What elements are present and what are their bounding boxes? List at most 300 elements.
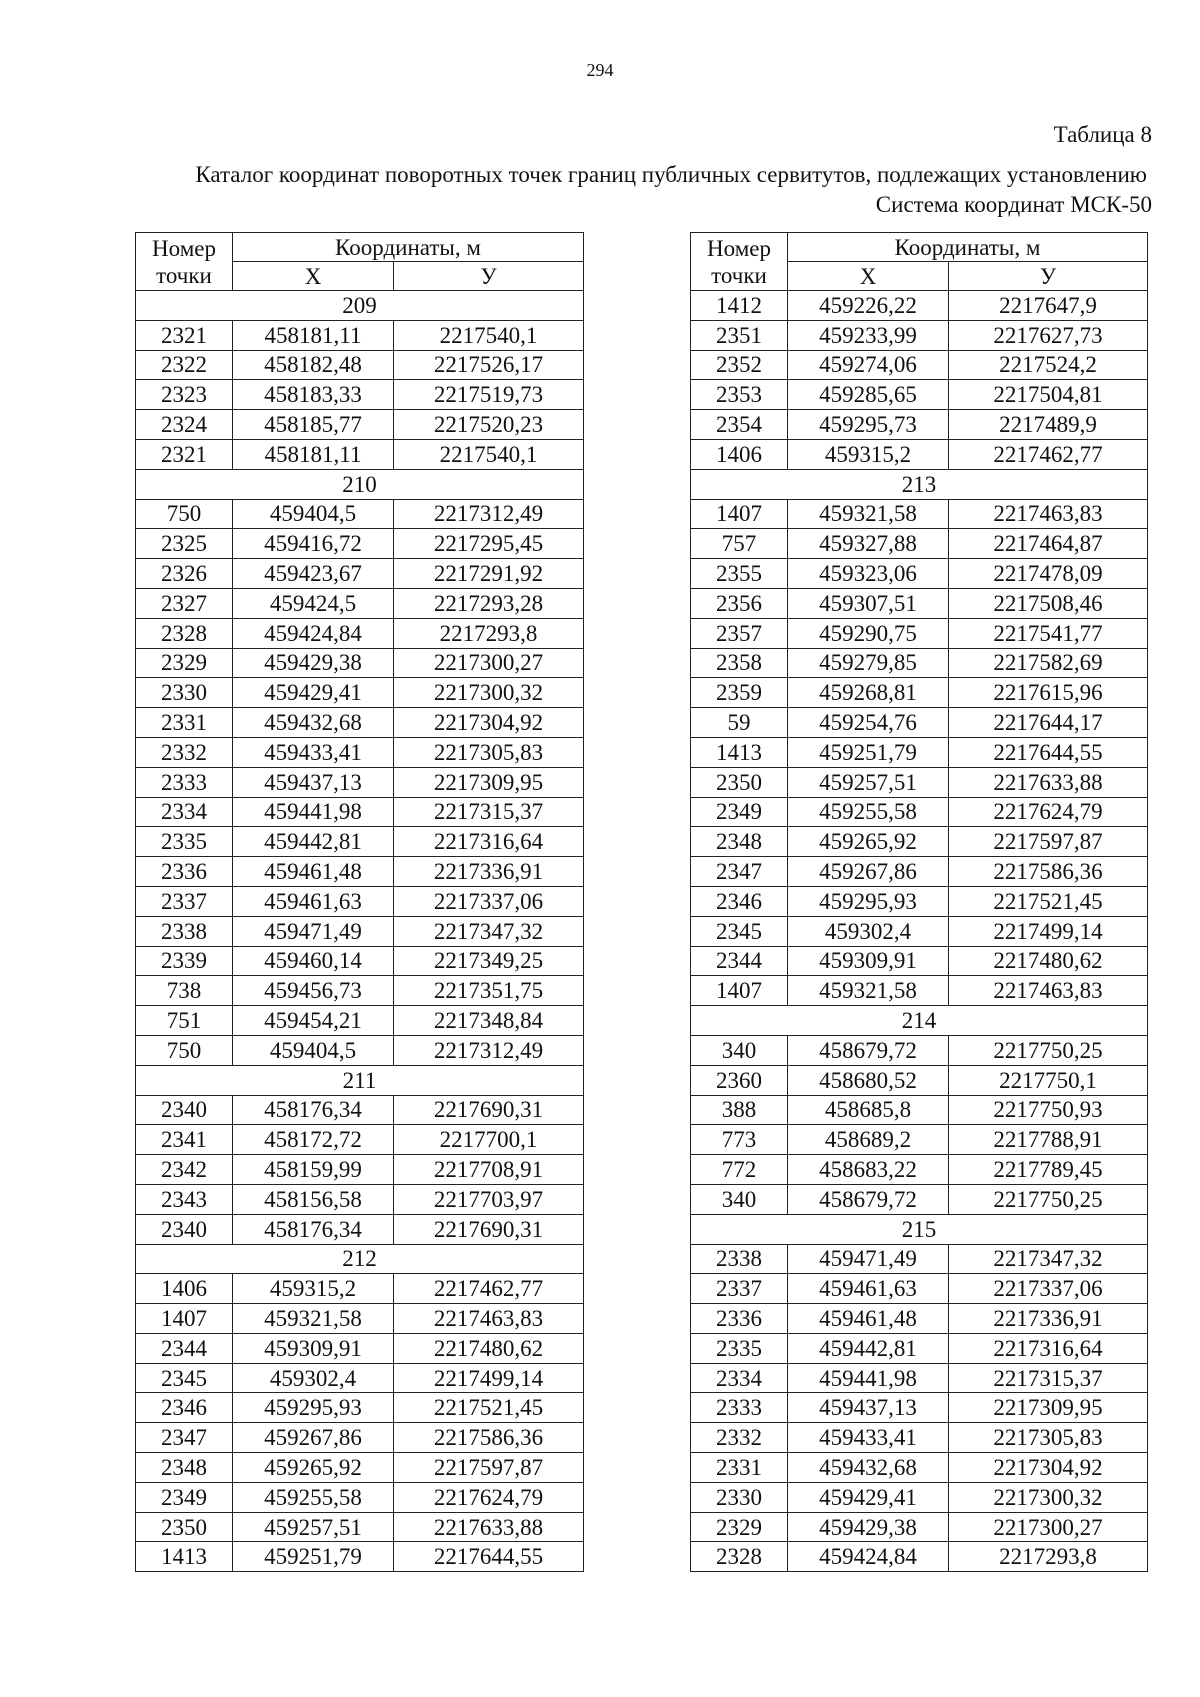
- point-number-cell: 2336: [136, 857, 233, 887]
- x-coordinate-cell: 459442,81: [233, 827, 394, 857]
- x-coordinate-cell: 459416,72: [233, 529, 394, 559]
- header-y: У: [394, 262, 584, 291]
- x-coordinate-cell: 459424,84: [233, 618, 394, 648]
- point-number-cell: 340: [691, 1035, 788, 1065]
- table-row: [136, 1542, 584, 1572]
- table-row: [691, 767, 1148, 797]
- table-row: [136, 410, 584, 440]
- point-number-cell: 2349: [691, 797, 788, 827]
- point-number-cell: 751: [136, 1006, 233, 1036]
- x-coordinate-cell: 459433,41: [788, 1423, 949, 1453]
- x-coordinate-cell: 458680,52: [788, 1065, 949, 1095]
- y-coordinate-cell: 2217347,32: [949, 1244, 1148, 1274]
- y-coordinate-cell: 2217336,91: [949, 1304, 1148, 1334]
- point-number-cell: 2346: [691, 886, 788, 916]
- point-number-cell: 2326: [136, 559, 233, 589]
- x-coordinate-cell: 459321,58: [788, 499, 949, 529]
- x-coordinate-cell: 459267,86: [788, 857, 949, 887]
- y-coordinate-cell: 2217627,73: [949, 320, 1148, 350]
- y-coordinate-cell: 2217521,45: [394, 1393, 584, 1423]
- y-coordinate-cell: 2217305,83: [949, 1423, 1148, 1453]
- x-coordinate-cell: 459460,14: [233, 946, 394, 976]
- y-coordinate-cell: 2217624,79: [949, 797, 1148, 827]
- point-number-cell: 2357: [691, 618, 788, 648]
- table-row: [691, 648, 1148, 678]
- point-number-cell: 2346: [136, 1393, 233, 1423]
- x-coordinate-cell: 458683,22: [788, 1155, 949, 1185]
- x-coordinate-cell: 459404,5: [233, 499, 394, 529]
- point-number-cell: 2325: [136, 529, 233, 559]
- group-number: 213: [691, 469, 1148, 499]
- point-number-cell: 388: [691, 1095, 788, 1125]
- x-coordinate-cell: 459307,51: [788, 588, 949, 618]
- y-coordinate-cell: 2217462,77: [949, 439, 1148, 469]
- table-row: [136, 1125, 584, 1155]
- point-number-cell: 2351: [691, 320, 788, 350]
- table-row: [691, 1244, 1148, 1274]
- group-number: 211: [136, 1065, 584, 1095]
- x-coordinate-cell: 458176,34: [233, 1214, 394, 1244]
- x-coordinate-cell: 459437,13: [233, 767, 394, 797]
- table-row: [136, 767, 584, 797]
- x-coordinate-cell: 459267,86: [233, 1423, 394, 1453]
- point-number-cell: 2333: [136, 767, 233, 797]
- point-number-cell: 2332: [136, 737, 233, 767]
- y-coordinate-cell: 2217644,55: [394, 1542, 584, 1572]
- y-coordinate-cell: 2217351,75: [394, 976, 584, 1006]
- point-number-cell: 2355: [691, 559, 788, 589]
- point-number-cell: 1412: [691, 291, 788, 321]
- point-number-cell: 1406: [691, 439, 788, 469]
- x-coordinate-cell: 459251,79: [233, 1542, 394, 1572]
- x-coordinate-cell: 459233,99: [788, 320, 949, 350]
- table-row: [136, 439, 584, 469]
- header-coordinates: Координаты, м: [233, 233, 584, 262]
- y-coordinate-cell: 2217309,95: [394, 767, 584, 797]
- x-coordinate-cell: 459461,48: [233, 857, 394, 887]
- table-row: [691, 1155, 1148, 1185]
- table-row: [691, 410, 1148, 440]
- table-row: [691, 1184, 1148, 1214]
- x-coordinate-cell: 458679,72: [788, 1035, 949, 1065]
- y-coordinate-cell: 2217597,87: [949, 827, 1148, 857]
- x-coordinate-cell: 459454,21: [233, 1006, 394, 1036]
- y-coordinate-cell: 2217586,36: [949, 857, 1148, 887]
- point-number-cell: 2348: [691, 827, 788, 857]
- x-coordinate-cell: 458182,48: [233, 350, 394, 380]
- point-number-cell: 2338: [691, 1244, 788, 1274]
- table-row: [136, 827, 584, 857]
- y-coordinate-cell: 2217789,45: [949, 1155, 1148, 1185]
- x-coordinate-cell: 459279,85: [788, 648, 949, 678]
- header-point-number: [691, 233, 788, 291]
- point-number-cell: 750: [136, 499, 233, 529]
- x-coordinate-cell: 458181,11: [233, 320, 394, 350]
- point-number-cell: 2331: [136, 708, 233, 738]
- y-coordinate-cell: 2217316,64: [394, 827, 584, 857]
- x-coordinate-cell: 459226,22: [788, 291, 949, 321]
- x-coordinate-cell: 458156,58: [233, 1184, 394, 1214]
- group-row: [691, 469, 1148, 499]
- y-coordinate-cell: 2217750,1: [949, 1065, 1148, 1095]
- y-coordinate-cell: 2217750,93: [949, 1095, 1148, 1125]
- x-coordinate-cell: 459433,41: [233, 737, 394, 767]
- y-coordinate-cell: 2217315,37: [394, 797, 584, 827]
- table-row: [136, 1006, 584, 1036]
- coordinates-table-left: [135, 232, 584, 1572]
- x-coordinate-cell: 459309,91: [233, 1333, 394, 1363]
- point-number-cell: 2353: [691, 380, 788, 410]
- point-number-cell: 2336: [691, 1304, 788, 1334]
- table-row: [691, 499, 1148, 529]
- table-row: [691, 946, 1148, 976]
- x-coordinate-cell: 459456,73: [233, 976, 394, 1006]
- x-coordinate-cell: 458172,72: [233, 1125, 394, 1155]
- x-coordinate-cell: 458183,33: [233, 380, 394, 410]
- point-number-cell: 2322: [136, 350, 233, 380]
- table-row: [691, 350, 1148, 380]
- table-row: [691, 1542, 1148, 1572]
- table-row: [691, 976, 1148, 1006]
- point-number-cell: 773: [691, 1125, 788, 1155]
- y-coordinate-cell: 2217644,17: [949, 708, 1148, 738]
- y-coordinate-cell: 2217788,91: [949, 1125, 1148, 1155]
- table-row: [691, 1363, 1148, 1393]
- x-coordinate-cell: 459471,49: [788, 1244, 949, 1274]
- table-row: [691, 1512, 1148, 1542]
- y-coordinate-cell: 2217464,87: [949, 529, 1148, 559]
- point-number-cell: 2340: [136, 1095, 233, 1125]
- table-row: [136, 916, 584, 946]
- x-coordinate-cell: 459274,06: [788, 350, 949, 380]
- y-coordinate-cell: 2217480,62: [394, 1333, 584, 1363]
- table-row: [691, 1423, 1148, 1453]
- point-number-cell: 340: [691, 1184, 788, 1214]
- table-row: [691, 1393, 1148, 1423]
- point-number-cell: 2358: [691, 648, 788, 678]
- point-number-cell: 2352: [691, 350, 788, 380]
- group-row: [136, 469, 584, 499]
- x-coordinate-cell: 459290,75: [788, 618, 949, 648]
- table-row: [136, 708, 584, 738]
- table-row: [136, 618, 584, 648]
- table-row: [691, 1274, 1148, 1304]
- x-coordinate-cell: 458689,2: [788, 1125, 949, 1155]
- table-row: [691, 857, 1148, 887]
- y-coordinate-cell: 2217300,32: [394, 678, 584, 708]
- x-coordinate-cell: 459321,58: [233, 1304, 394, 1334]
- point-number-cell: 2343: [136, 1184, 233, 1214]
- y-coordinate-cell: 2217519,73: [394, 380, 584, 410]
- point-number-cell: 2356: [691, 588, 788, 618]
- table-row: [691, 708, 1148, 738]
- group-number: 210: [136, 469, 584, 499]
- y-coordinate-cell: 2217624,79: [394, 1482, 584, 1512]
- x-coordinate-cell: 459257,51: [788, 767, 949, 797]
- point-number-cell: 2327: [136, 588, 233, 618]
- table-row: [691, 618, 1148, 648]
- y-coordinate-cell: 2217305,83: [394, 737, 584, 767]
- y-coordinate-cell: 2217312,49: [394, 499, 584, 529]
- table-row: [691, 291, 1148, 321]
- x-coordinate-cell: 459321,58: [788, 976, 949, 1006]
- group-row: [691, 1214, 1148, 1244]
- table-row: [136, 797, 584, 827]
- point-number-cell: 2337: [136, 886, 233, 916]
- point-number-cell: 1413: [136, 1542, 233, 1572]
- point-number-cell: 2337: [691, 1274, 788, 1304]
- table-row: [136, 1333, 584, 1363]
- y-coordinate-cell: 2217508,46: [949, 588, 1148, 618]
- x-coordinate-cell: 459461,63: [788, 1274, 949, 1304]
- x-coordinate-cell: 458185,77: [233, 410, 394, 440]
- x-coordinate-cell: 459254,76: [788, 708, 949, 738]
- point-number-cell: 2354: [691, 410, 788, 440]
- header-point-number-line1: Номер: [152, 235, 216, 261]
- y-coordinate-cell: 2217337,06: [949, 1274, 1148, 1304]
- x-coordinate-cell: 459295,93: [788, 886, 949, 916]
- x-coordinate-cell: 459429,38: [233, 648, 394, 678]
- y-coordinate-cell: 2217615,96: [949, 678, 1148, 708]
- y-coordinate-cell: 2217499,14: [949, 916, 1148, 946]
- point-number-cell: 2345: [136, 1363, 233, 1393]
- point-number-cell: 2329: [691, 1512, 788, 1542]
- table-row: [136, 1095, 584, 1125]
- y-coordinate-cell: 2217478,09: [949, 559, 1148, 589]
- point-number-cell: 1407: [691, 499, 788, 529]
- y-coordinate-cell: 2217304,92: [949, 1453, 1148, 1483]
- header-x: X: [233, 262, 394, 291]
- table-row: [136, 1363, 584, 1393]
- table-row: [691, 1125, 1148, 1155]
- y-coordinate-cell: 2217690,31: [394, 1214, 584, 1244]
- x-coordinate-cell: 459285,65: [788, 380, 949, 410]
- table-row: [691, 797, 1148, 827]
- x-coordinate-cell: 459315,2: [233, 1274, 394, 1304]
- x-coordinate-cell: 459404,5: [233, 1035, 394, 1065]
- point-number-cell: 2324: [136, 410, 233, 440]
- table-row: [691, 380, 1148, 410]
- y-coordinate-cell: 2217349,25: [394, 946, 584, 976]
- table-row: [691, 529, 1148, 559]
- point-number-cell: 2348: [136, 1453, 233, 1483]
- x-coordinate-cell: 459441,98: [788, 1363, 949, 1393]
- group-row: [691, 1006, 1148, 1036]
- x-coordinate-cell: 458181,11: [233, 439, 394, 469]
- y-coordinate-cell: 2217347,32: [394, 916, 584, 946]
- x-coordinate-cell: 459424,84: [788, 1542, 949, 1572]
- x-coordinate-cell: 459268,81: [788, 678, 949, 708]
- table-row: [691, 559, 1148, 589]
- point-number-cell: 2331: [691, 1453, 788, 1483]
- y-coordinate-cell: 2217690,31: [394, 1095, 584, 1125]
- table-row: [136, 857, 584, 887]
- y-coordinate-cell: 2217540,1: [394, 320, 584, 350]
- y-coordinate-cell: 2217312,49: [394, 1035, 584, 1065]
- x-coordinate-cell: 459315,2: [788, 439, 949, 469]
- y-coordinate-cell: 2217524,2: [949, 350, 1148, 380]
- group-number: 214: [691, 1006, 1148, 1036]
- x-coordinate-cell: 459461,63: [233, 886, 394, 916]
- y-coordinate-cell: 2217293,8: [949, 1542, 1148, 1572]
- y-coordinate-cell: 2217293,8: [394, 618, 584, 648]
- x-coordinate-cell: 459432,68: [788, 1453, 949, 1483]
- table-row: [136, 1274, 584, 1304]
- point-number-cell: 2359: [691, 678, 788, 708]
- point-number-cell: 757: [691, 529, 788, 559]
- table-row: [691, 886, 1148, 916]
- y-coordinate-cell: 2217304,92: [394, 708, 584, 738]
- table-row: [136, 559, 584, 589]
- y-coordinate-cell: 2217293,28: [394, 588, 584, 618]
- y-coordinate-cell: 2217315,37: [949, 1363, 1148, 1393]
- y-coordinate-cell: 2217521,45: [949, 886, 1148, 916]
- x-coordinate-cell: 459437,13: [788, 1393, 949, 1423]
- group-number: 209: [136, 291, 584, 321]
- y-coordinate-cell: 2217499,14: [394, 1363, 584, 1393]
- table-row: [136, 1423, 584, 1453]
- point-number-cell: 2334: [691, 1363, 788, 1393]
- y-coordinate-cell: 2217526,17: [394, 350, 584, 380]
- x-coordinate-cell: 458176,34: [233, 1095, 394, 1125]
- table-row: [136, 1214, 584, 1244]
- table-row: [691, 439, 1148, 469]
- y-coordinate-cell: 2217300,32: [949, 1482, 1148, 1512]
- x-coordinate-cell: 459265,92: [788, 827, 949, 857]
- x-coordinate-cell: 458159,99: [233, 1155, 394, 1185]
- y-coordinate-cell: 2217463,83: [949, 976, 1148, 1006]
- table-row: [136, 320, 584, 350]
- table-row: [691, 1482, 1148, 1512]
- table-row: [691, 1304, 1148, 1334]
- header-coordinates: Координаты, м: [788, 233, 1148, 262]
- point-number-cell: 2330: [691, 1482, 788, 1512]
- point-number-cell: 2339: [136, 946, 233, 976]
- x-coordinate-cell: 459265,92: [233, 1453, 394, 1483]
- y-coordinate-cell: 2217504,81: [949, 380, 1148, 410]
- table-row: [136, 529, 584, 559]
- point-number-cell: 2349: [136, 1482, 233, 1512]
- y-coordinate-cell: 2217633,88: [949, 767, 1148, 797]
- y-coordinate-cell: 2217582,69: [949, 648, 1148, 678]
- x-coordinate-cell: 459423,67: [233, 559, 394, 589]
- y-coordinate-cell: 2217489,9: [949, 410, 1148, 440]
- header-point-number-line2: точки: [156, 262, 212, 288]
- table-row: [691, 678, 1148, 708]
- x-coordinate-cell: 459323,06: [788, 559, 949, 589]
- y-coordinate-cell: 2217597,87: [394, 1453, 584, 1483]
- point-number-cell: 1406: [136, 1274, 233, 1304]
- y-coordinate-cell: 2217520,23: [394, 410, 584, 440]
- table-body-left: [136, 291, 584, 1572]
- point-number-cell: 2329: [136, 648, 233, 678]
- x-coordinate-cell: 459471,49: [233, 916, 394, 946]
- x-coordinate-cell: 458685,8: [788, 1095, 949, 1125]
- y-coordinate-cell: 2217647,9: [949, 291, 1148, 321]
- table-row: [136, 380, 584, 410]
- header-point-number-line1: Номер: [707, 235, 771, 261]
- table-row: [691, 916, 1148, 946]
- x-coordinate-cell: 458679,72: [788, 1184, 949, 1214]
- y-coordinate-cell: 2217644,55: [949, 737, 1148, 767]
- table-row: [691, 320, 1148, 350]
- x-coordinate-cell: 459432,68: [233, 708, 394, 738]
- point-number-cell: 2345: [691, 916, 788, 946]
- y-coordinate-cell: 2217300,27: [394, 648, 584, 678]
- y-coordinate-cell: 2217295,45: [394, 529, 584, 559]
- point-number-cell: 2360: [691, 1065, 788, 1095]
- table-row: [136, 588, 584, 618]
- x-coordinate-cell: 459302,4: [788, 916, 949, 946]
- x-coordinate-cell: 459295,93: [233, 1393, 394, 1423]
- table-row: [691, 1333, 1148, 1363]
- header-point-number: [136, 233, 233, 291]
- x-coordinate-cell: 459461,48: [788, 1304, 949, 1334]
- point-number-cell: 1407: [691, 976, 788, 1006]
- x-coordinate-cell: 459429,38: [788, 1512, 949, 1542]
- point-number-cell: 2335: [136, 827, 233, 857]
- point-number-cell: 2347: [136, 1423, 233, 1453]
- y-coordinate-cell: 2217316,64: [949, 1333, 1148, 1363]
- table-row: [136, 1393, 584, 1423]
- table-row: [691, 1065, 1148, 1095]
- y-coordinate-cell: 2217700,1: [394, 1125, 584, 1155]
- group-row: [136, 1244, 584, 1274]
- point-number-cell: 2333: [691, 1393, 788, 1423]
- table-row: [136, 1453, 584, 1483]
- y-coordinate-cell: 2217309,95: [949, 1393, 1148, 1423]
- x-coordinate-cell: 459255,58: [788, 797, 949, 827]
- x-coordinate-cell: 459255,58: [233, 1482, 394, 1512]
- header-y: У: [949, 262, 1148, 291]
- y-coordinate-cell: 2217300,27: [949, 1512, 1148, 1542]
- table-label: Таблица 8: [1053, 122, 1152, 147]
- y-coordinate-cell: 2217337,06: [394, 886, 584, 916]
- point-number-cell: 59: [691, 708, 788, 738]
- coordinate-system-label: Система координат МСК-50: [875, 192, 1152, 217]
- group-number: 212: [136, 1244, 584, 1274]
- y-coordinate-cell: 2217750,25: [949, 1035, 1148, 1065]
- x-coordinate-cell: 459302,4: [233, 1363, 394, 1393]
- table-row: [691, 588, 1148, 618]
- point-number-cell: 2332: [691, 1423, 788, 1453]
- table-row: [691, 1453, 1148, 1483]
- point-number-cell: 2344: [136, 1333, 233, 1363]
- y-coordinate-cell: 2217633,88: [394, 1512, 584, 1542]
- table-row: [136, 976, 584, 1006]
- x-coordinate-cell: 459442,81: [788, 1333, 949, 1363]
- y-coordinate-cell: 2217463,83: [394, 1304, 584, 1334]
- table-row: [136, 886, 584, 916]
- point-number-cell: 2350: [136, 1512, 233, 1542]
- point-number-cell: 2350: [691, 767, 788, 797]
- y-coordinate-cell: 2217540,1: [394, 439, 584, 469]
- point-number-cell: 2347: [691, 857, 788, 887]
- y-coordinate-cell: 2217586,36: [394, 1423, 584, 1453]
- table-row: [691, 1035, 1148, 1065]
- x-coordinate-cell: 459309,91: [788, 946, 949, 976]
- x-coordinate-cell: 459441,98: [233, 797, 394, 827]
- point-number-cell: 750: [136, 1035, 233, 1065]
- x-coordinate-cell: 459429,41: [788, 1482, 949, 1512]
- point-number-cell: 2321: [136, 439, 233, 469]
- table-row: [691, 737, 1148, 767]
- point-number-cell: 2330: [136, 678, 233, 708]
- y-coordinate-cell: 2217541,77: [949, 618, 1148, 648]
- point-number-cell: 1413: [691, 737, 788, 767]
- y-coordinate-cell: 2217336,91: [394, 857, 584, 887]
- x-coordinate-cell: 459251,79: [788, 737, 949, 767]
